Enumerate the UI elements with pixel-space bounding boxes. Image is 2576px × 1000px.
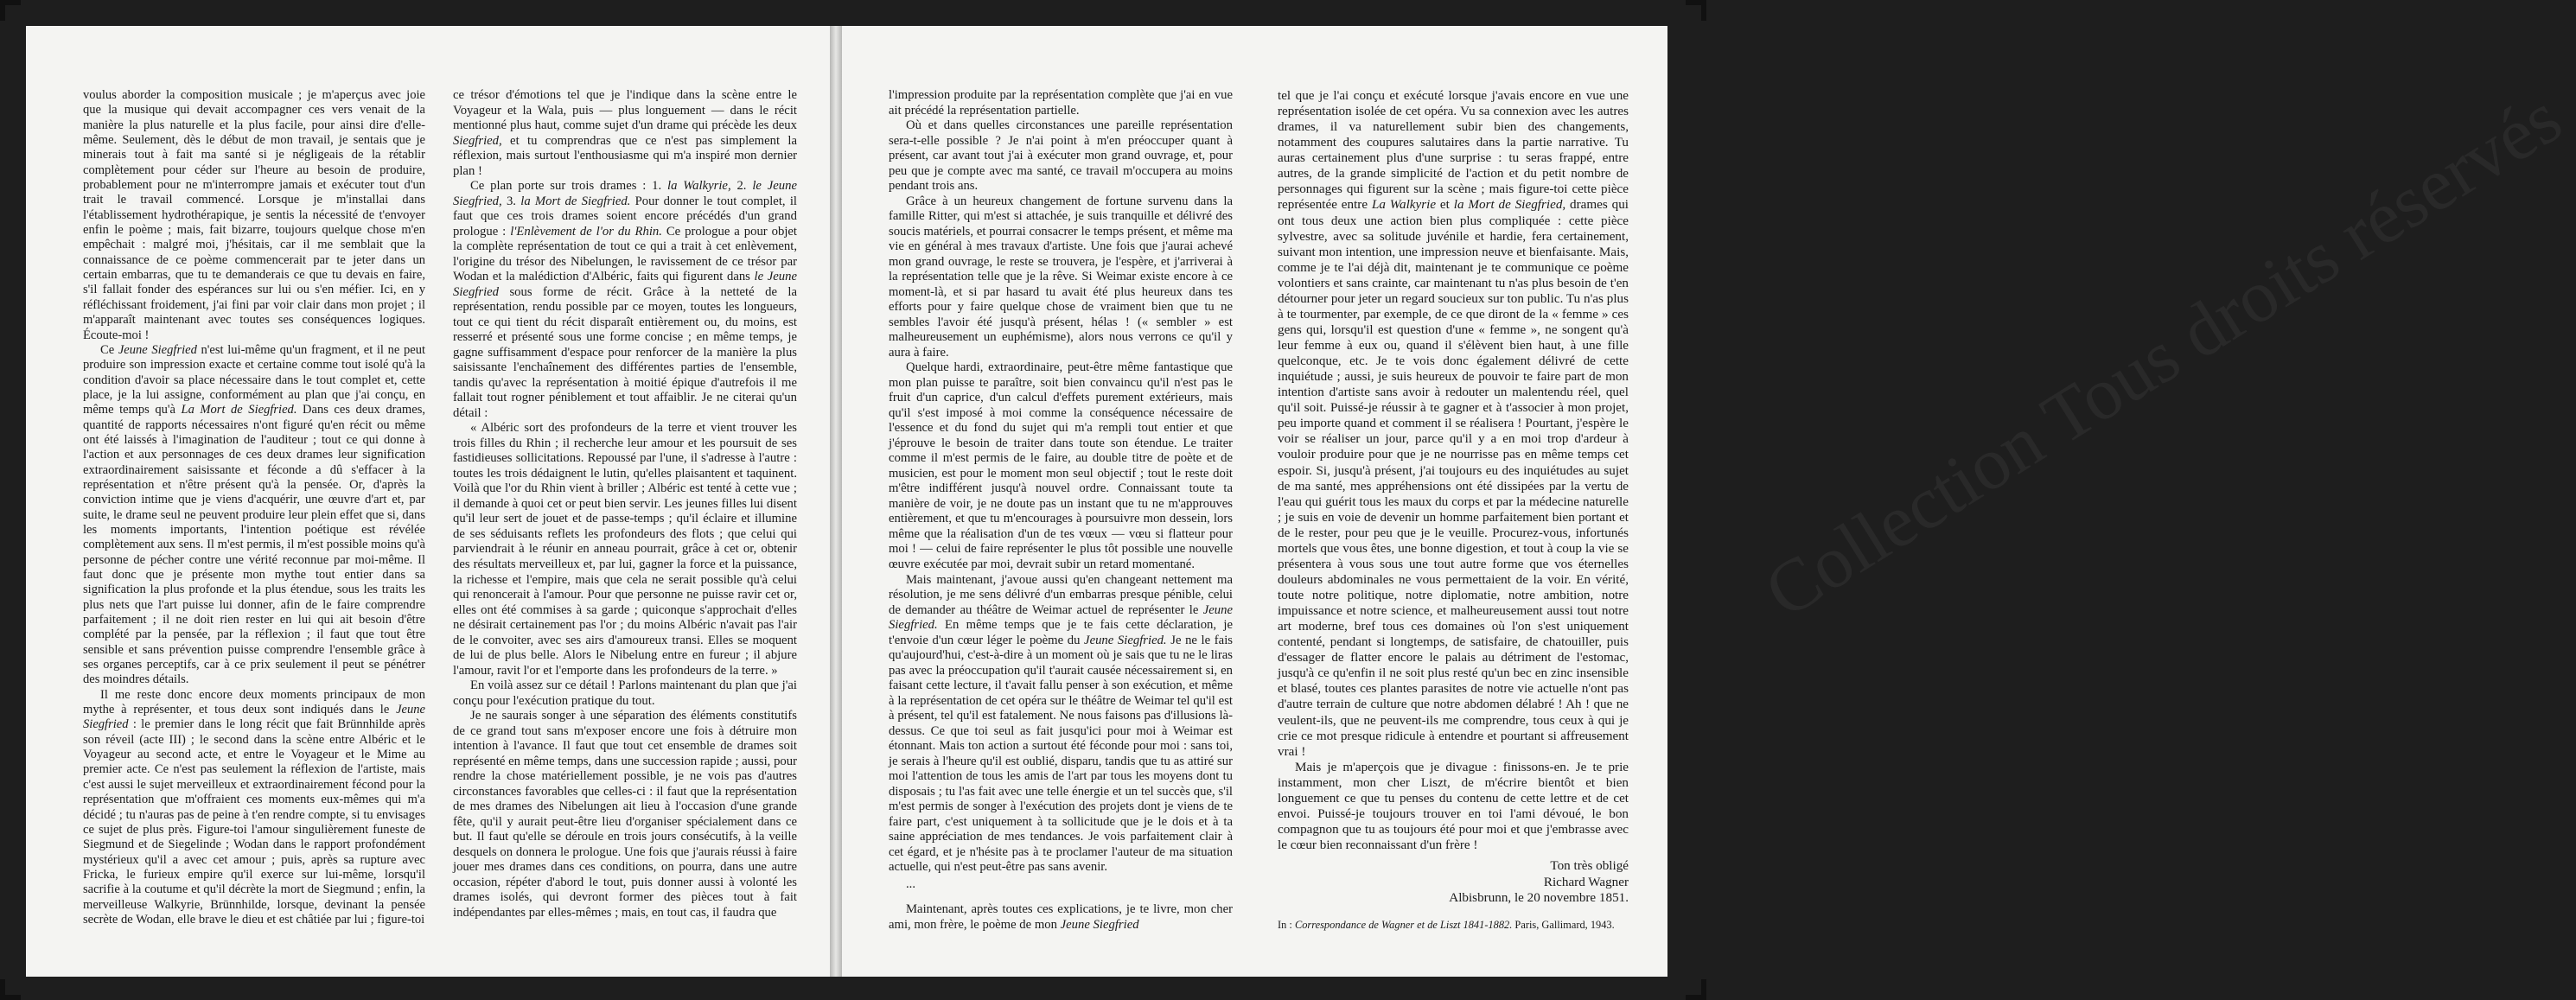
closing-line: Ton très obligé [1550, 858, 1629, 874]
paragraph: En voilà assez sur ce détail ! Parlons maintenant du plan que j'ai conçu pour l'exécution pratique du tout. [453, 678, 797, 708]
paragraph: Ce Jeune Siegfried n'est lui-même qu'un fragment, et il ne peut produire son impression exacte et certaine comme tout isolé qu'à la condition d'avoir sa place nécessaire dans le tout complet et, cette place, je la lui assigne, conformément au plan que j'ai conçu, en même temps qu'à La Mort de Siegfried. Dans ces deux drames, quantité de rapports nécessaires n'ont figuré qu'en récit ou même ont été laissés à l'imagination de l'auditeur ; tout ce qui donne à l'action et aux personnages de ces deux drames leur signification extraordinairement saisissante et féconde a dû s'effacer à la représentation et n'être présent qu'à la pensée. Or, d'après la conviction intime que je viens d'acquérir, une œuvre d'art et, par suite, le drame seul ne peuvent produire leur plein effet que si, dans les moments importants, l'intention poétique est révélée complètement aux sens. Il m'est permis, il m'est possible moins qu'à personne de pécher contre une vérité reconnue par moi-même. Il faut donc que je présente mon mythe tout entier dans sa signification la plus profonde et la plus étendue, sous les traits les plus nets que l'art puisse lui donner, afin de le faire comprendre parfaitement ; il ne doit rien rester en lui qui ait besoin d'être complété par la pensée, par la réflexion ; il faut que tout être sensible et sans prévention puisse comprendre l'ensemble grâce à ses organes perceptifs, car à ce prix seulement il peut se pénétrer des moindres détails. [83, 342, 426, 687]
text-column-2 [453, 88, 797, 920]
paragraph: Mais je m'aperçois que je divague : finissons-en. Je te prie instamment, mon cher Liszt, de m'écrire bientôt et bien longuement ce que tu penses du contenu de cette lettre et de cet envoi. Puissé-je toujours trouver en toi l'ami dévoué, le bon compagnon que tu as toujours été pour moi et que j'embrasse avec le cœur bien reconnaissant d'un frère ! [1278, 759, 1629, 852]
text-column-3 [889, 88, 1233, 933]
paragraph: voulus aborder la composition musicale ; je m'aperçus avec joie que la musique qui devait accompagner ces vers venait de la manière la plus naturelle et la plus facile, pour ainsi dire d'elle-même. Seulement, dès le début de mon travail, je sentais que je minerais tout à fait ma santé si je négligeais de la rétablir complètement pour céder sur l'heure au besoin de produire, probablement pour ne m'interrompre jamais et exécuter tout d'un trait le travail commencé. Lorsque je m'installai dans l'établissement hydrothérapique, je sentis la nécessité de t'envoyer enfin le poème ; mais, fait bizarre, toujours quelque chose m'en empêchait : malgré moi, j'hésitais, car il me semblait que la connaissance de ce poème commencerait par te jeter dans un certain embarras, que tu te demanderais ce que tu devais en faire, s'il fallait fonder des espérances sur lui ou s'en méfier. Ici, en y réfléchissant froidement, j'ai fini par voir clair dans mon projet ; il m'apparaît maintenant avec toutes ses conséquences logiques. Écoute-moi ! [83, 88, 425, 342]
crop-mark [1701, 979, 1706, 1000]
ellipsis: ... [906, 876, 916, 891]
crop-mark [1701, 0, 1706, 21]
paragraph: Mais maintenant, j'avoue aussi qu'en changeant nettement ma résolution, je me sens délivré d'un embarras presque pénible, celui de demander au théâtre de Weimar actuel de représenter le Jeune Siegfried. En même temps que je te fais cette déclaration, je t'envoie d'un cœur léger le poème du Jeune Siegfried. Je ne le fais qu'aujourd'hui, c'est-à-dire à un moment où je sais que tu ne le liras pas avec la préoccupation qu'il t'aurait causée nécessairement si, en faisant cette lecture, il t'avait fallu penser à son exécution, et même à la représentation de cet opéra sur le théâtre de Weimar tel qu'il est à présent, tel qu'il est fatalement. Ne nous faisons pas d'illusions là-dessus. Ce que toi seul as fait jusqu'ici pour moi à Weimar est étonnant. Mais ton action a surtout été féconde pour moi : sans toi, je serais à l'heure qu'il est oublié, disparu, tandis que tu as attiré sur moi l'attention de tous les amis de l'art par tous les moyens dont tu disposais ; tu l'as fait avec une telle énergie et un tel succès que, s'il m'est permis de songer à l'exécution des projets dont je viens de te faire part, c'est uniquement à ta sollicitude que je le dois et à ta saine appréciation de mes tendances. Je vois parfaitement clair à cet égard, et je n'hésite pas à te proclamer l'auteur de ma situation actuelle, qui n'est peut-être pas sans avenir. [889, 572, 1233, 875]
crop-mark [0, 0, 5, 21]
right-page [842, 26, 2575, 977]
paragraph: ce trésor d'émotions tel que je l'indique dans la scène entre le Voyageur et la Wala, puis — plus longuement — dans le récit mentionné plus haut, comme sujet d'un drame qui précède les deux Siegfried, et tu comprendras que ce n'est pas simplement la réflexion, mais surtout l'enthousiasme qui m'a inspiré mon dernier plan ! [453, 88, 797, 178]
paragraph: l'impression produite par la représentation complète que j'ai en vue ait précédé la représentation partielle. [889, 88, 1233, 118]
paragraph: Quelque hardi, extraordinaire, peut-être même fantastique que mon plan puisse te paraître, soit bien convaincu qu'il n'est pas le fruit d'un caprice, d'un calcul d'effets purement extérieurs, mais qu'il s'est imposé à moi comme la conséquence nécessaire de l'essence et du fond du sujet qui m'a rempli tout entier et que j'éprouve le besoin de traiter dans toute son étendue. Le traiter comme il m'est permis de le faire, au double titre de poète et de musicien, est pour le moment mon seul objectif ; tout le reste doit m'être indifférent jusqu'à nouvel ordre. Connaissant toute ta manière de voir, je ne doute pas un instant que tu ne m'approuves entièrement, et que tu m'encourages à poursuivre mon dessein, lors même que la réalisation d'un de tes vœux — vœu si flatteur pour moi ! — celui de faire représenter le plus tôt possible une nouvelle œuvre exécutée par moi, devrait subir un retard momentané. [889, 360, 1233, 571]
paragraph: tel que je l'ai conçu et exécuté lorsque j'avais encore en vue une représentation isolée de cet opéra. Vu sa connexion avec les autres drames, il va naturellement subir bien des changements, notamment des coupures salutaires dans la partie narrative. Tu auras certainement plus d'une surprise : tu seras frappé, entre autres, de la grande simplicité de l'action et du petit nombre de personnages qui figurent sur la scène ; mais figure-toi cette pièce représentée entre La Walkyrie et la Mort de Siegfried, drames qui ont tous deux une action bien plus compliquée : cette pièce sylvestre, avec sa solitude juvénile et hardie, fera certainement, suivant mon intention, une impression neuve et bienfaisante. Mais, comme je te l'ai déjà dit, maintenant je te communique ce poème volontiers et sans crainte, car maintenant tu n'as plus besoin de t'en détourner pour jeter un regard soucieux sur ton public. Tu n'as plus à te tourmenter, par exemple, de ce que diront de la « femme » ces gens qui, lorsqu'il est question d'une « femme », ne songent qu'à leur femme à eux ou, quand il s'élèvent bien haut, à une fille quelconque, etc. Je te vois donc également délivré de cette inquiétude ; aussi, je suis heureux de pouvoir te faire part de mon intention d'artiste sans avoir à redouter un malentendu réel, quel qu'il soit. Puissé-je réussir à te gagner et à t'associer à mon projet, peu importe quand et comment il se réalisera ! Pourtant, j'espère le voir se réaliser un jour, parce qu'il y a en moi trop d'ardeur à vouloir produire pour que je ne nourrisse pas en même temps cet espoir. Si, jusqu'à présent, j'ai toujours eu des inquiétudes au sujet de ma santé, mes appréhensions ont été dissipées par la vertu de l'eau qui guérit tous les maux du corps et par la médecine naturelle ; je suis en voie de devenir un homme parfaitement bien portant et de le rester, pour peu que je le veuille. Procurez-vous, infortunés mortels que vous êtes, une bonne digestion, et tout à coup la vie se présentera à vous sous une tout autre forme que vos éternelles douleurs abdominales ne vous permettaient de la voir. En vérité, toute notre politique, notre diplomatie, notre ambition, notre impuissance et notre science, et malheureusement aussi tout notre art moderne, bref tous ces domaines où l'on s'est uniquement contenté, pendant si longtemps, de satisfaire, de chatouiller, puis d'essager de flatter encore le palais au détriment de l'estomac, jusqu'à ce qu'enfin il ne soit plus resté qu'un bec en zinc insensible et blasé, toutes ces plantes parasites de notre vie actuelle n'ont pas d'autre terrain de culture que notre abdomen délabré ! Ah ! que ne veulent-ils, que ne peuvent-ils me comprendre, tous ceux à qui je crie ce mot presque ridicule à entendre et pourtant si affreusement vrai ! [1278, 88, 1629, 759]
paragraph: Ce plan porte sur trois drames : 1. la Walkyrie, 2. le Jeune Siegfried, 3. la Mort de Siegfried. Pour donner le tout complet, il faut que ces trois drames soient encore précédés d'un grand prologue : l'Enlèvement de l'or du Rhin. Ce prologue a pour objet la complète représentation de tout ce qui a trait à cet enlèvement, l'origine du trésor des Nibelungen, le ravissement de ce trésor par Wodan et la malédiction d'Albéric, faits qui figurent dans le Jeune Siegfried sous forme de récit. Grâce à la netteté de la représentation, rendu possible par ce moyen, toutes les longueurs, tout ce qui tient du récit disparaît entièrement ou, du moins, est resserré et présenté sous une forme concise ; en même temps, je gagne suffisamment d'espace pour renforcer de la manière la plus saisissante l'enchaînement des différentes parties de l'ensemble, tandis qu'avec la représentation à moitié épique d'autrefois il me fallait tout rogner péniblement et tout affaiblir. Je ne citerai qu'un détail : [453, 179, 797, 420]
paragraph: Où et dans quelles circonstances une pareille représentation sera-t-elle possible ? Je n'ai point à m'en préoccuper quant à présent, car avant tout j'ai à exécuter mon grand ouvrage, et, pour peu que je compte avec ma santé, ce travail m'occupera au moins pendant trois ans. [889, 118, 1233, 194]
text-column-1 [83, 88, 425, 927]
quotation: « Albéric sort des profondeurs de la terre et vient trouver les trois filles du Rhin ; il recherche leur amour et les poursuit de ses fastidieuses sollicitations. Repoussé par l'une, il s'adresse à l'autre : toutes les trois dédaignent le lutin, qu'elles plaisantent et taquinent. Voilà que l'or du Rhin vient à briller ; Albéric est tenté à cette vue ; il demande à quoi cet or peut bien servir. Les jeunes filles lui disent qu'il leur sert de jouet et de passe-temps ; qu'il éclaire et illumine de ses séduisants reflets les profondeurs des flots ; que celui qui parviendrait à le réunir en anneau pourrait, grâce à cet or, obtenir des résultats merveilleux et, par lui, gagner la force et la puissance, la richesse et l'empire, mais que cela ne serait possible qu'à celui qui renoncerait à l'amour. Pour que personne ne puisse ravir cet or, elles ont été commises à sa garde ; quiconque s'approchait d'elles ne désirait certainement pas l'or ; du moins Albéric n'avait pas l'air de le convoiter, avec ses airs d'amoureux transi. Elles se moquent de lui de plus belle. Alors le Nibelung entre en fureur ; il abjure l'amour, ravit l'or et l'emporte dans les profondeurs de la terre. » [453, 421, 797, 678]
crop-mark [0, 979, 5, 1000]
place-date: Albisbrunn, le 20 novembre 1851. [1449, 890, 1629, 906]
paragraph: Je ne saurais songer à une séparation des éléments constitutifs de ce grand tout sans m'exposer encore une fois à détruire mon intention à l'avance. Il faut que tout cet ensemble de drames soit représenté en même temps, dans une succession rapide ; aussi, pour rendre la chose matériellement possible, je ne vois pas d'autres circonstances favorables que celles-ci : il faut que la représentation de mes drames des Nibelungen ait lieu à l'occasion d'une grande fête, qu'il y aurait peut-être lieu d'organiser spécialement dans ce but. Il faut qu'elle se déroule en trois jours consécutifs, à la veille desquels on donnera le prologue. Une fois que j'aurais réussi à faire jouer mes drames dans ces conditions, on pourra, dans une autre occasion, répéter d'abord le tout, puis donner aussi à volonté les drames isolés, qui devront former des pièces tout à fait indépendantes par elles-mêmes ; mais, en tout cas, il faudra que [453, 709, 797, 920]
signer-name: Richard Wagner [1543, 874, 1629, 889]
watermark: Collection Tous droits réservés [1750, 75, 2575, 634]
paragraph: Grâce à un heureux changement de fortune survenu dans la famille Ritter, qui m'est si attachée, je suis tranquille et délivré des soucis matériels, et pourrai consacrer le temps présent, et même ma vie en général à mes travaux d'artiste. Une fois que j'aurai achevé mon grand ouvrage, le reste se trouvera, je l'espère, et j'arriverai à la représentation telle que je la rêve. Si Weimar existe encore à ce moment-là, et si par hasard tu avait été plus heureux dans tes efforts pour y faire quelque chose de vraiment bien que tu ne sembles l'avoir été jusqu'à présent, hélas ! (« sembler » est malheureusement un euphémisme), alors nous verrons ce qu'il y aura à faire. [889, 194, 1233, 360]
paragraph: Il me reste donc encore deux moments principaux de mon mythe à représenter, et tous deux sont indiqués dans le Jeune Siegfried : le premier dans le long récit que fait Brünnhilde après son réveil (acte III) ; le second dans la scène entre Albéric et le Voyageur au second acte, et entre le Voyageur et le Mime au premier acte. Ce n'est pas seulement la réflexion de l'artiste, mais c'est aussi le sujet merveilleux et extraordinairement fécond pour la représentation que m'offraient ces moments eux-mêmes qui m'a décidé ; tu n'auras pas de peine à t'en rendre compte, si tu envisages ce sujet de plus près. Figure-toi l'amour singulièrement funeste de Siegmund et de Siegelinde ; Wodan dans le rapport profondément mystérieux qu'il a avec cet amour ; puis, après sa rupture avec Fricka, le furieux empire qu'il exerce sur lui-même, lorsqu'il sacrifie à la coutume et qu'il décrète la mort de Siegmund ; enfin, la merveilleuse Walkyrie, Brünnhilde, lorsque, devinant la pensée secrète de Wodan, elle brave le dieu et est châtiée par lui ; figure-toi [83, 687, 425, 927]
signature-block [1278, 858, 1629, 907]
paragraph: Maintenant, après toutes ces explications, je te livre, mon cher ami, mon frère, le poème de mon Jeune Siegfried [889, 902, 1233, 932]
left-page [26, 26, 830, 977]
text-column-4 [1278, 88, 1629, 931]
book-gutter [830, 26, 842, 977]
source-citation: In : Correspondance de Wagner et de Liszt 1841-1882. Paris, Gallimard, 1943. [1278, 918, 1615, 931]
